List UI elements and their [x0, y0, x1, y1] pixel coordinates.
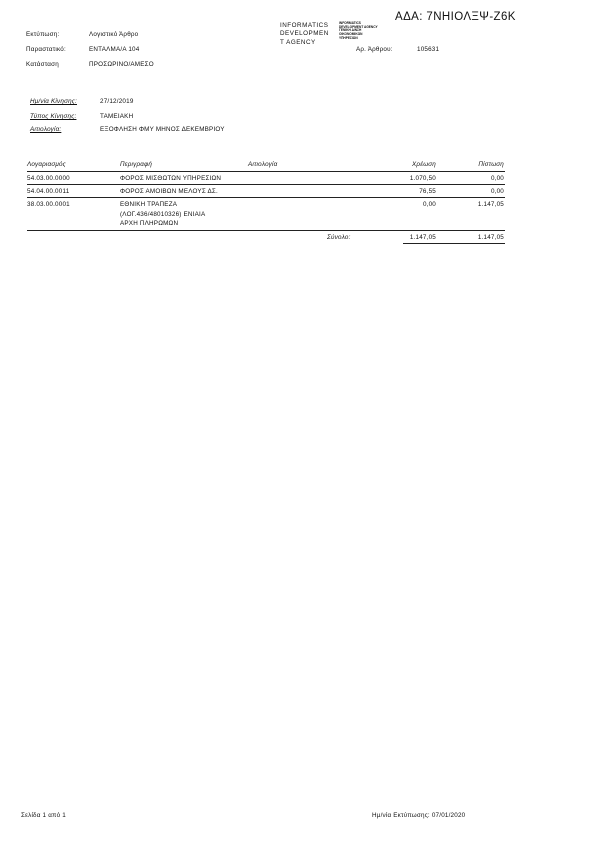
print-date: Ημ/νία Εκτύπωσης: 07/01/2020 [372, 812, 466, 819]
movement-reason-label: Αιτιολογία: [30, 126, 62, 133]
organization-small-line-4: ΟΙΚΟΝΟΜΙΚΩΝ [339, 32, 363, 37]
movement-type-value: ΤΑΜΕΙΑΚΗ [100, 113, 134, 120]
organization-line-3: T AGENCY [280, 38, 316, 46]
column-header-description: Περιγραφή [120, 161, 153, 168]
article-value: 105631 [417, 46, 440, 53]
row-debit: 1.070,50 [409, 175, 436, 182]
column-header-debit: Χρέωση [412, 161, 436, 168]
row-divider [27, 197, 505, 198]
movement-date-label: Ημ/νία Κίνησης: [30, 98, 77, 105]
organization-small-line-1: INFORMATICS [339, 21, 361, 25]
organization-small-line-2: DEVELOPMENT AGENCY [339, 24, 378, 29]
document-value: ΕΝΤΑΛΜΑ/Α 104 [89, 46, 140, 53]
table-bottom-divider [27, 230, 505, 231]
total-debit: 1.147,05 [409, 234, 436, 241]
print-value: Λογιστικό Άρθρο [89, 31, 139, 38]
movement-date-value: 27/12/2019 [100, 98, 134, 105]
organization-small-line-5: ΥΠΗΡΕΣΙΩΝ [339, 35, 358, 40]
print-label: Εκτύπωση: [26, 31, 60, 38]
ada-code: ΑΔΑ: 7ΝΗΙΟΛΞΨ-Ζ6Κ [395, 11, 516, 23]
row-debit: 0,00 [422, 201, 436, 208]
organization-small-print [339, 22, 378, 41]
total-label: Σύνολο: [327, 234, 351, 241]
document-label: Παραστατικό: [26, 46, 66, 53]
article-label: Αρ. Άρθρου: [356, 46, 393, 53]
status-value: ΠΡΟΣΩΡΙΝΟ/ΑΜΕΣΟ [89, 61, 154, 68]
total-credit: 1.147,05 [477, 234, 504, 241]
row-description-line-3: ΑΡΧΗ ΠΛΗΡΩΜΩΝ [120, 220, 179, 227]
row-description: ΦΟΡΟΣ ΑΜΟΙΒΩΝ ΜΕΛΟΥΣ ΔΣ. [120, 188, 218, 195]
row-debit: 76,55 [419, 188, 436, 195]
row-description: ΕΘΝΙΚΗ ΤΡΑΠΕΖΑ [120, 201, 178, 208]
organization-small-line-3: ΓΕΝΙΚΗ Δ/ΝΣΗ [339, 28, 362, 33]
page-number: Σελίδα 1 από 1 [21, 812, 66, 819]
row-description: ΦΟΡΟΣ ΜΙΣΘΩΤΩΝ ΥΠΗΡΕΣΙΩΝ [120, 175, 222, 182]
movement-type-label: Τύπος Κίνησης: [30, 113, 77, 120]
row-description-line-2: (ΛΟΓ.436/48010326) ΕΝΙΑΙΑ [120, 211, 206, 218]
column-header-account: Λογαριασμός [27, 161, 66, 168]
row-divider [27, 184, 505, 185]
row-account: 38.03.00.0001 [27, 201, 70, 208]
row-credit: 1.147,05 [477, 201, 504, 208]
totals-underline [403, 243, 505, 244]
row-account: 54.04.00.0011 [27, 188, 70, 195]
row-credit: 0,00 [490, 188, 504, 195]
organization-line-1: INFORMATICS [280, 22, 329, 29]
movement-reason-value: ΕΞΟΦΛΗΣΗ ΦΜΥ ΜΗΝΟΣ ΔΕΚΕΜΒΡΙΟΥ [100, 126, 225, 133]
row-account: 54.03.00.0000 [27, 175, 70, 182]
column-header-credit: Πίστωση [478, 161, 504, 168]
row-credit: 0,00 [490, 175, 504, 182]
organization-name [280, 22, 329, 47]
table-header-divider [27, 171, 505, 172]
organization-line-2: DEVELOPMEN [280, 30, 329, 38]
status-label: Κατάσταση [26, 61, 59, 68]
column-header-justification: Αιτιολογία [248, 161, 278, 168]
